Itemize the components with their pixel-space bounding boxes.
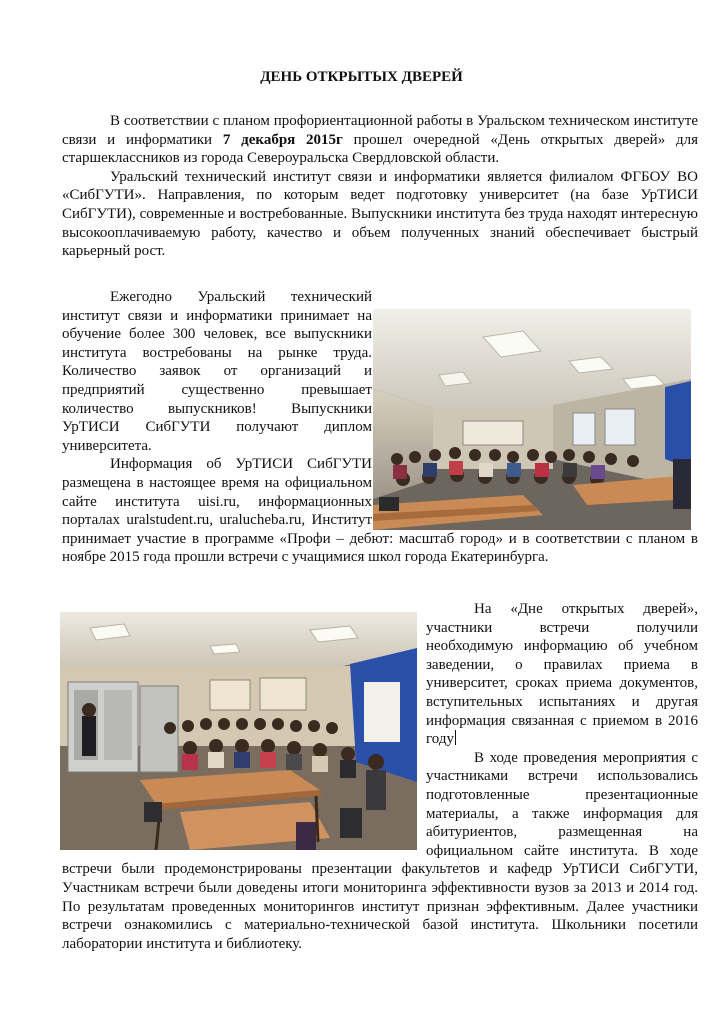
intro-paragraph bbox=[62, 112, 698, 168]
page-title: ДЕНЬ ОТКРЫТЫХ ДВЕРЕЙ bbox=[260, 69, 463, 85]
classroom-illustration bbox=[60, 612, 417, 850]
paragraph-web-info: Информация об УрТИСИ СибГУТИ размещена в настоящее время на официальном сайте института uisi.ru, информационных порталах uralstudent.ru, uralucheba.ru, Институт принимает участие в программе «Профи – дебют: масштаб город» и в соответствии с планом в ноябре 2015 года прошли встречи с учащимися школ города Екатеринбурга. bbox=[62, 456, 698, 566]
lecture-hall-illustration bbox=[373, 309, 691, 530]
paragraph-event-details: В ходе проведения мероприятия с участниками встречи использовались подготовленные презентационные материалы, а также информация для абитуриентов, размещенная на официальном сайте института. В ходе встречи были продемонстрированы презентации факультетов и кафедр УрТИСИ СибГУТИ, Участникам встречи были доведены итоги мониторинга эффективности вузов за 2013 и 2014 год. По результатам проведенных мониторингов институт признан эффективным. Далее участники встречи ознакомились с материально-технической базой института. Школьники посетили лаборатории института и библиотеку. bbox=[62, 749, 698, 952]
open-day-text: На «Дне открытых дверей», участники встречи получили необходимую информацию об учебном заведении, о правилах приема в университет, сроках приема документов, вступительных испытаниях и другая информация связанная с приемом в 2016 году bbox=[426, 601, 698, 748]
text-cursor bbox=[455, 730, 456, 745]
intro-section bbox=[62, 112, 698, 261]
event-date: 7 декабря 2015г bbox=[222, 131, 343, 148]
lecture-hall-photo bbox=[373, 309, 691, 530]
paragraph-branch-info: Уральский технический институт связи и информатики является филиалом ФГБОУ ВО «СибГУТИ». Направления, по которым ведет подготовку университет (на базе УрТИСИ СибГУТИ), современные и востребованные. Выпускники института без труда находят интересную высокооплачиваемую работу, качество и объем полученных знаний обеспечивает быстрый карьерный рост. bbox=[62, 168, 698, 260]
classroom-photo bbox=[60, 612, 417, 850]
intro-text-2: прошел очередной «День открытых дверей» для старшеклассников из города Североуральска Свердловской области. bbox=[62, 131, 699, 167]
intro-text-1: В соответствии с планом профориентационной работы в Уральском техническом институте связи и информатики bbox=[62, 113, 698, 148]
paragraph-admission: Ежегодно Уральский технический институт связи и информатики принимает на обучение более 300 человек, все выпускники института востребованы на рынке труда. Количество заявок от организаций и предприятий существенно превышает количество выпускников! Выпускники УрТИСИ СибГУТИ получают диплом университета. bbox=[62, 289, 372, 454]
